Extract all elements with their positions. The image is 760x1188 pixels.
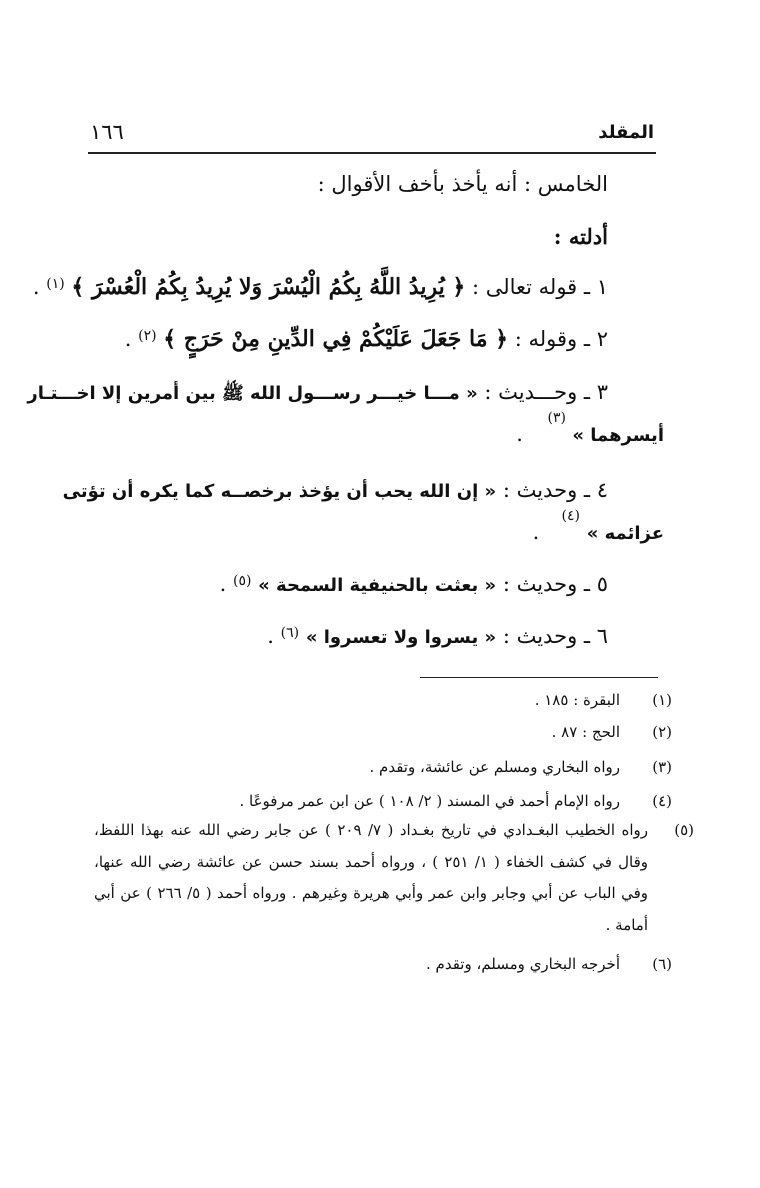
item-end: . xyxy=(219,572,227,596)
evidence-item-5 xyxy=(220,572,608,596)
item-prefix: ٤ ـ وحديث : xyxy=(502,478,608,502)
footnote-ref: (٥) xyxy=(232,573,252,589)
footnote-divider xyxy=(420,677,658,678)
footnote-ref: (٤) xyxy=(561,508,580,524)
footnote-number: (٤) xyxy=(652,792,672,810)
item-prefix: ٢ ـ وقوله : xyxy=(514,327,608,351)
evidence-item-3 xyxy=(27,380,608,408)
running-title: المقلد xyxy=(598,122,654,143)
footnote-text: رواه الإمام أحمد في المسند ( ٢/ ١٠٨ ) عن ابن عمر مرفوعًا . xyxy=(239,792,620,810)
quran-verse: ﴿ مَا جَعَلَ عَلَيْكُمْ فِي الدِّينِ مِنْ حَرَجٍ ﴾ xyxy=(163,326,509,352)
footnote-number: (٣) xyxy=(652,758,672,776)
item-end: . xyxy=(267,624,274,648)
item-prefix: ٣ ـ وحـــديث : xyxy=(484,380,608,404)
item-end: . xyxy=(532,520,540,544)
evidence-item-4 xyxy=(62,478,608,502)
footnote-number: (٢) xyxy=(652,723,672,741)
page-header xyxy=(88,118,656,154)
evidence-item-3-cont xyxy=(516,422,664,446)
footnote-text: رواه البخاري ومسلم عن عائشة، وتقدم . xyxy=(369,758,620,776)
page-number: ١٦٦ xyxy=(90,120,124,144)
item-prefix: ١ ـ قوله تعالى : xyxy=(471,275,608,299)
footnote-number: (٦) xyxy=(652,955,672,973)
footnote-number: (١) xyxy=(652,691,672,709)
evidence-item-1 xyxy=(33,274,608,300)
footnote-text: البقرة : ١٨٥ . xyxy=(534,691,620,709)
footnote-ref: (٣) xyxy=(547,410,566,426)
item-end: . xyxy=(516,422,523,446)
quran-verse: ﴿ يُرِيدُ اللَّهُ بِكُمُ الْيُسْرَ وَلا يُرِيدُ بِكُمُ الْعُسْرَ ﴾ xyxy=(71,274,466,300)
hadith-text: أيسرهما » xyxy=(572,425,664,446)
footnote-number: (٥) xyxy=(674,821,694,839)
footnote-text: الحج : ٨٧ . xyxy=(551,723,620,741)
item-end: . xyxy=(124,327,132,351)
item-prefix: ٦ ـ وحديث : xyxy=(502,624,608,648)
hadith-text: « بعثت بالحنيفية السمحة » xyxy=(258,575,497,596)
item-end: . xyxy=(32,275,40,299)
section-intro: الخامس : أنه يأخذ بأخف الأقوال : xyxy=(317,172,608,196)
hadith-text: « يسروا ولا تعسروا » xyxy=(305,627,497,648)
footnote-text: أخرجه البخاري ومسلم، وتقدم . xyxy=(426,955,620,973)
evidence-item-2 xyxy=(125,326,608,352)
footnote-ref: (١) xyxy=(46,276,65,292)
evidence-item-6 xyxy=(267,624,608,648)
footnote-ref: (٢) xyxy=(138,328,157,344)
hadith-text: « مـــا خيـــر رســـول الله ﷺ بين أمرين إلا اخـــتـار xyxy=(27,383,478,404)
evidence-heading: أدلته : xyxy=(553,224,608,249)
evidence-item-4-cont xyxy=(533,520,664,544)
item-prefix: ٥ ـ وحديث : xyxy=(502,572,608,596)
footnote-text: رواه الخطيب البغـدادي في تاريخ بغـداد ( ٧/ ٢٠٩ ) عن جابر رضي الله عنه بهذا اللفظ، وقال في كشف الخفاء ( ١/ ٢٥١ ) ، ورواه أحمد بسند حسن عن عائشة رضي الله عنها، وفي الباب عن أبي وجابر وابن عمر وأبي هريرة وغيرهم . ورواه أحمد ( ٥/ ٢٦٦ ) عن أبي أمامة . xyxy=(94,821,649,934)
hadith-text: عزائمه » xyxy=(586,523,664,544)
footnote-ref: (٦) xyxy=(280,625,300,641)
hadith-text: « إن الله يحب أن يؤخذ برخصــه كما يكره أن تؤتى xyxy=(62,481,497,502)
